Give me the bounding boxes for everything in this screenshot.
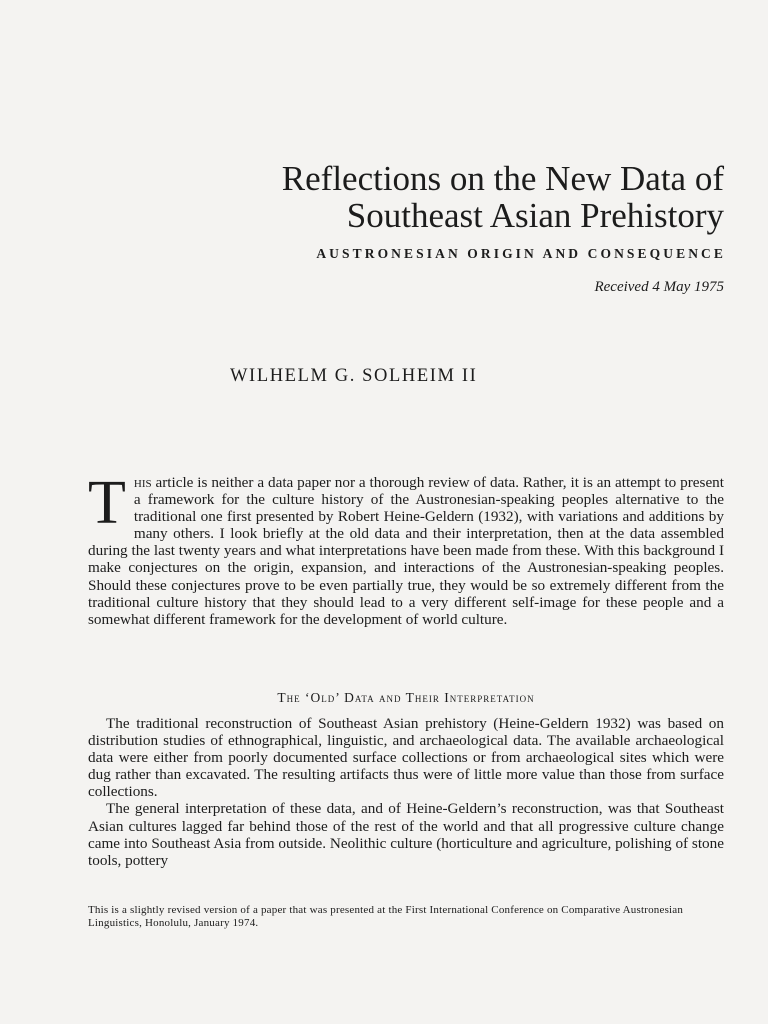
title-line-1: Reflections on the New Data of <box>281 159 724 198</box>
title-line-2: Southeast Asian Prehistory <box>346 196 724 235</box>
intro-text: article is neither a data paper nor a thorough review of data. Rather, it is an attempt to present a framework for the culture history of the Austronesian-speaking peoples alternative to the traditional one first presented by Robert Heine-Geldern (1932), with variations and additions by many others. I look briefly at the old data and their interpretation, then at the data assembled during the last twenty years and what interpretations have been made from these. With this background I make conjectures on the origin, expansion, and interactions of the Austronesian-speaking peoples. Should these conjectures prove to be even partially true, they would be so extremely different from the traditional culture history that they should lead to a very different self-image for these people and a somewhat different framework for the development of world culture. <box>88 474 724 628</box>
footnote: This is a slightly revised version of a paper that was presented at the First International Conference on Comparative Austronesian Linguistics, Honolulu, January 1974. <box>88 904 684 929</box>
section-paragraph-2: The general interpretation of these data, and of Heine-Geldern’s reconstruction, was that Southeast Asian cultures lagged far behind those of the rest of the world and that all progressive culture change came into Southeast Asia from outside. Neolithic culture (horticulture and agriculture, polishing of stone tools, pottery <box>88 800 724 869</box>
drop-cap: T <box>88 469 126 537</box>
section-paragraph-1: The traditional reconstruction of Southeast Asian prehistory (Heine-Geldern 1932) was based on distribution studies of ethnographical, linguistic, and archaeological data. The available archaeological data were either from poorly documented surface collections or from archaeological sites which were dug rather than excavated. The resulting artifacts thus were of little more value than those from surface collections. <box>88 715 724 801</box>
article-title <box>282 160 724 234</box>
received-date: Received 4 May 1975 <box>594 279 724 295</box>
intro-lead-word: his <box>133 474 152 491</box>
article-subtitle: AUSTRONESIAN ORIGIN AND CONSEQUENCE <box>316 246 726 261</box>
author-name: WILHELM G. SOLHEIM II <box>230 366 478 386</box>
intro-paragraph <box>88 469 724 628</box>
section-heading: The ‘Old’ Data and Their Interpretation <box>277 690 535 705</box>
section-body <box>88 715 724 869</box>
